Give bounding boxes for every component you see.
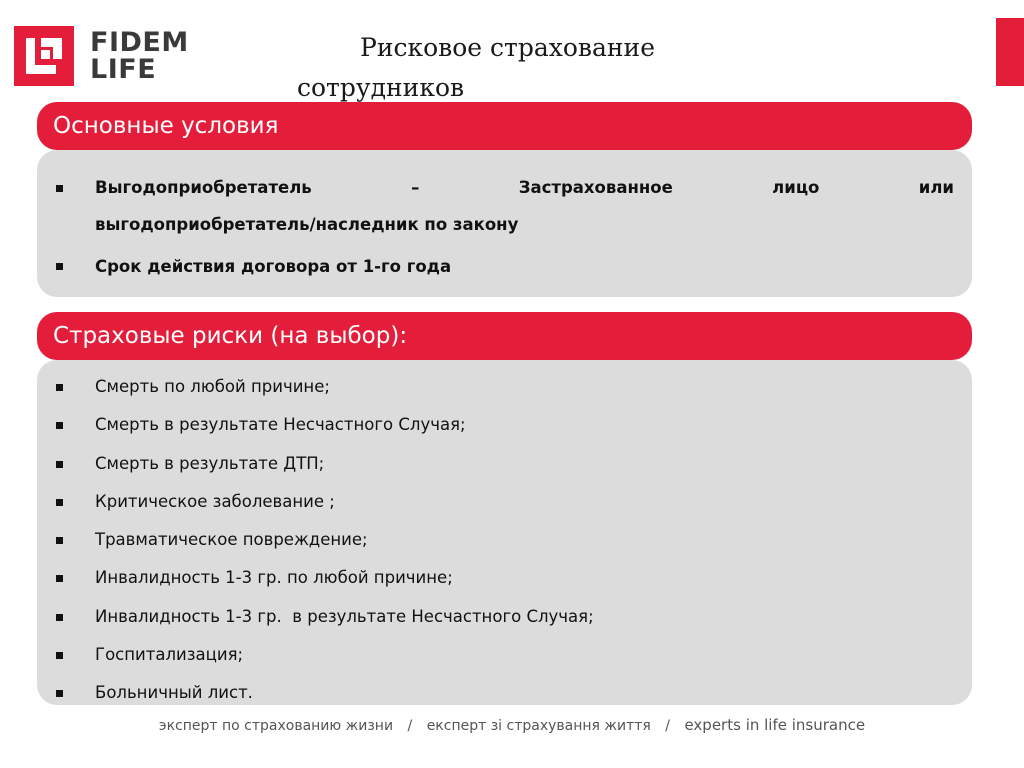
list-item-text: Больничный лист. xyxy=(95,683,253,703)
word: Застрахованное xyxy=(518,178,673,197)
square-bullet-icon xyxy=(56,690,63,697)
square-bullet-icon xyxy=(56,185,63,192)
word: лицо xyxy=(772,178,820,197)
square-bullet-icon xyxy=(56,263,63,270)
list-item-text: Смерть в результате ДТП; xyxy=(95,453,325,473)
logo-line-2: LIFE xyxy=(90,54,157,85)
logo-wordmark xyxy=(90,29,189,83)
section-body-insurance-risks xyxy=(37,360,972,705)
list-item-text: Смерть в результате Несчастного Случая; xyxy=(95,415,466,435)
square-bullet-icon xyxy=(56,537,63,544)
list-item-text: Госпитализация; xyxy=(95,645,244,665)
list-item xyxy=(37,598,972,636)
list-item xyxy=(37,172,972,246)
footer-tagline-ru: эксперт по страхованию жизни xyxy=(158,718,394,734)
list-item xyxy=(37,246,972,287)
corner-accent-tab xyxy=(996,18,1024,86)
list-item xyxy=(37,559,972,597)
section-header-main-conditions: Основные условия xyxy=(37,102,972,150)
footer-tagline-ua: експерт зі страхування життя xyxy=(426,718,651,734)
beneficiary-line-2: выгодоприобретатель/наследник по закону xyxy=(95,215,519,234)
list-item xyxy=(37,636,972,674)
list-item xyxy=(37,406,972,444)
footer-tagline xyxy=(0,716,1024,734)
logo-line-1: FIDEM xyxy=(90,27,189,58)
section-body-main-conditions xyxy=(37,150,972,297)
list-item-text: Травматическое повреждение; xyxy=(95,530,368,550)
section-header-insurance-risks: Страховые риски (на выбор): xyxy=(37,312,972,360)
word: – xyxy=(411,178,420,197)
list-item-text: Инвалидность 1-3 гр. по любой причине; xyxy=(95,568,453,588)
insurance-risks-list xyxy=(37,360,972,713)
footer-separator: / xyxy=(407,718,413,734)
square-bullet-icon xyxy=(56,499,63,506)
list-item xyxy=(37,483,972,521)
word: Выгодоприобретатель xyxy=(95,178,312,197)
main-conditions-list xyxy=(37,150,972,287)
list-item-text: Смерть по любой причине; xyxy=(95,377,330,396)
beneficiary-line-1 xyxy=(95,172,954,204)
list-item-text: Срок действия договора от 1-го года xyxy=(95,257,452,276)
footer-separator: / xyxy=(665,718,671,734)
company-logo xyxy=(14,26,189,86)
list-item xyxy=(37,445,972,483)
list-item-text: Критическое заболевание ; xyxy=(95,491,335,511)
page-title-line-1: Рисковое страхование xyxy=(360,33,656,62)
square-bullet-icon xyxy=(56,384,63,391)
list-item xyxy=(37,521,972,559)
logo-mark-icon xyxy=(14,26,74,86)
square-bullet-icon xyxy=(56,575,63,582)
footer-tagline-en: experts in life insurance xyxy=(684,716,866,734)
word: или xyxy=(918,178,954,197)
square-bullet-icon xyxy=(56,614,63,621)
page-title-line-2: сотрудников xyxy=(297,73,465,102)
square-bullet-icon xyxy=(56,422,63,429)
list-item xyxy=(37,674,972,712)
list-item-text: Инвалидность 1-3 гр. в результате Несчастного Случая; xyxy=(95,606,594,626)
list-item xyxy=(37,368,972,406)
square-bullet-icon xyxy=(56,652,63,659)
square-bullet-icon xyxy=(56,461,63,468)
